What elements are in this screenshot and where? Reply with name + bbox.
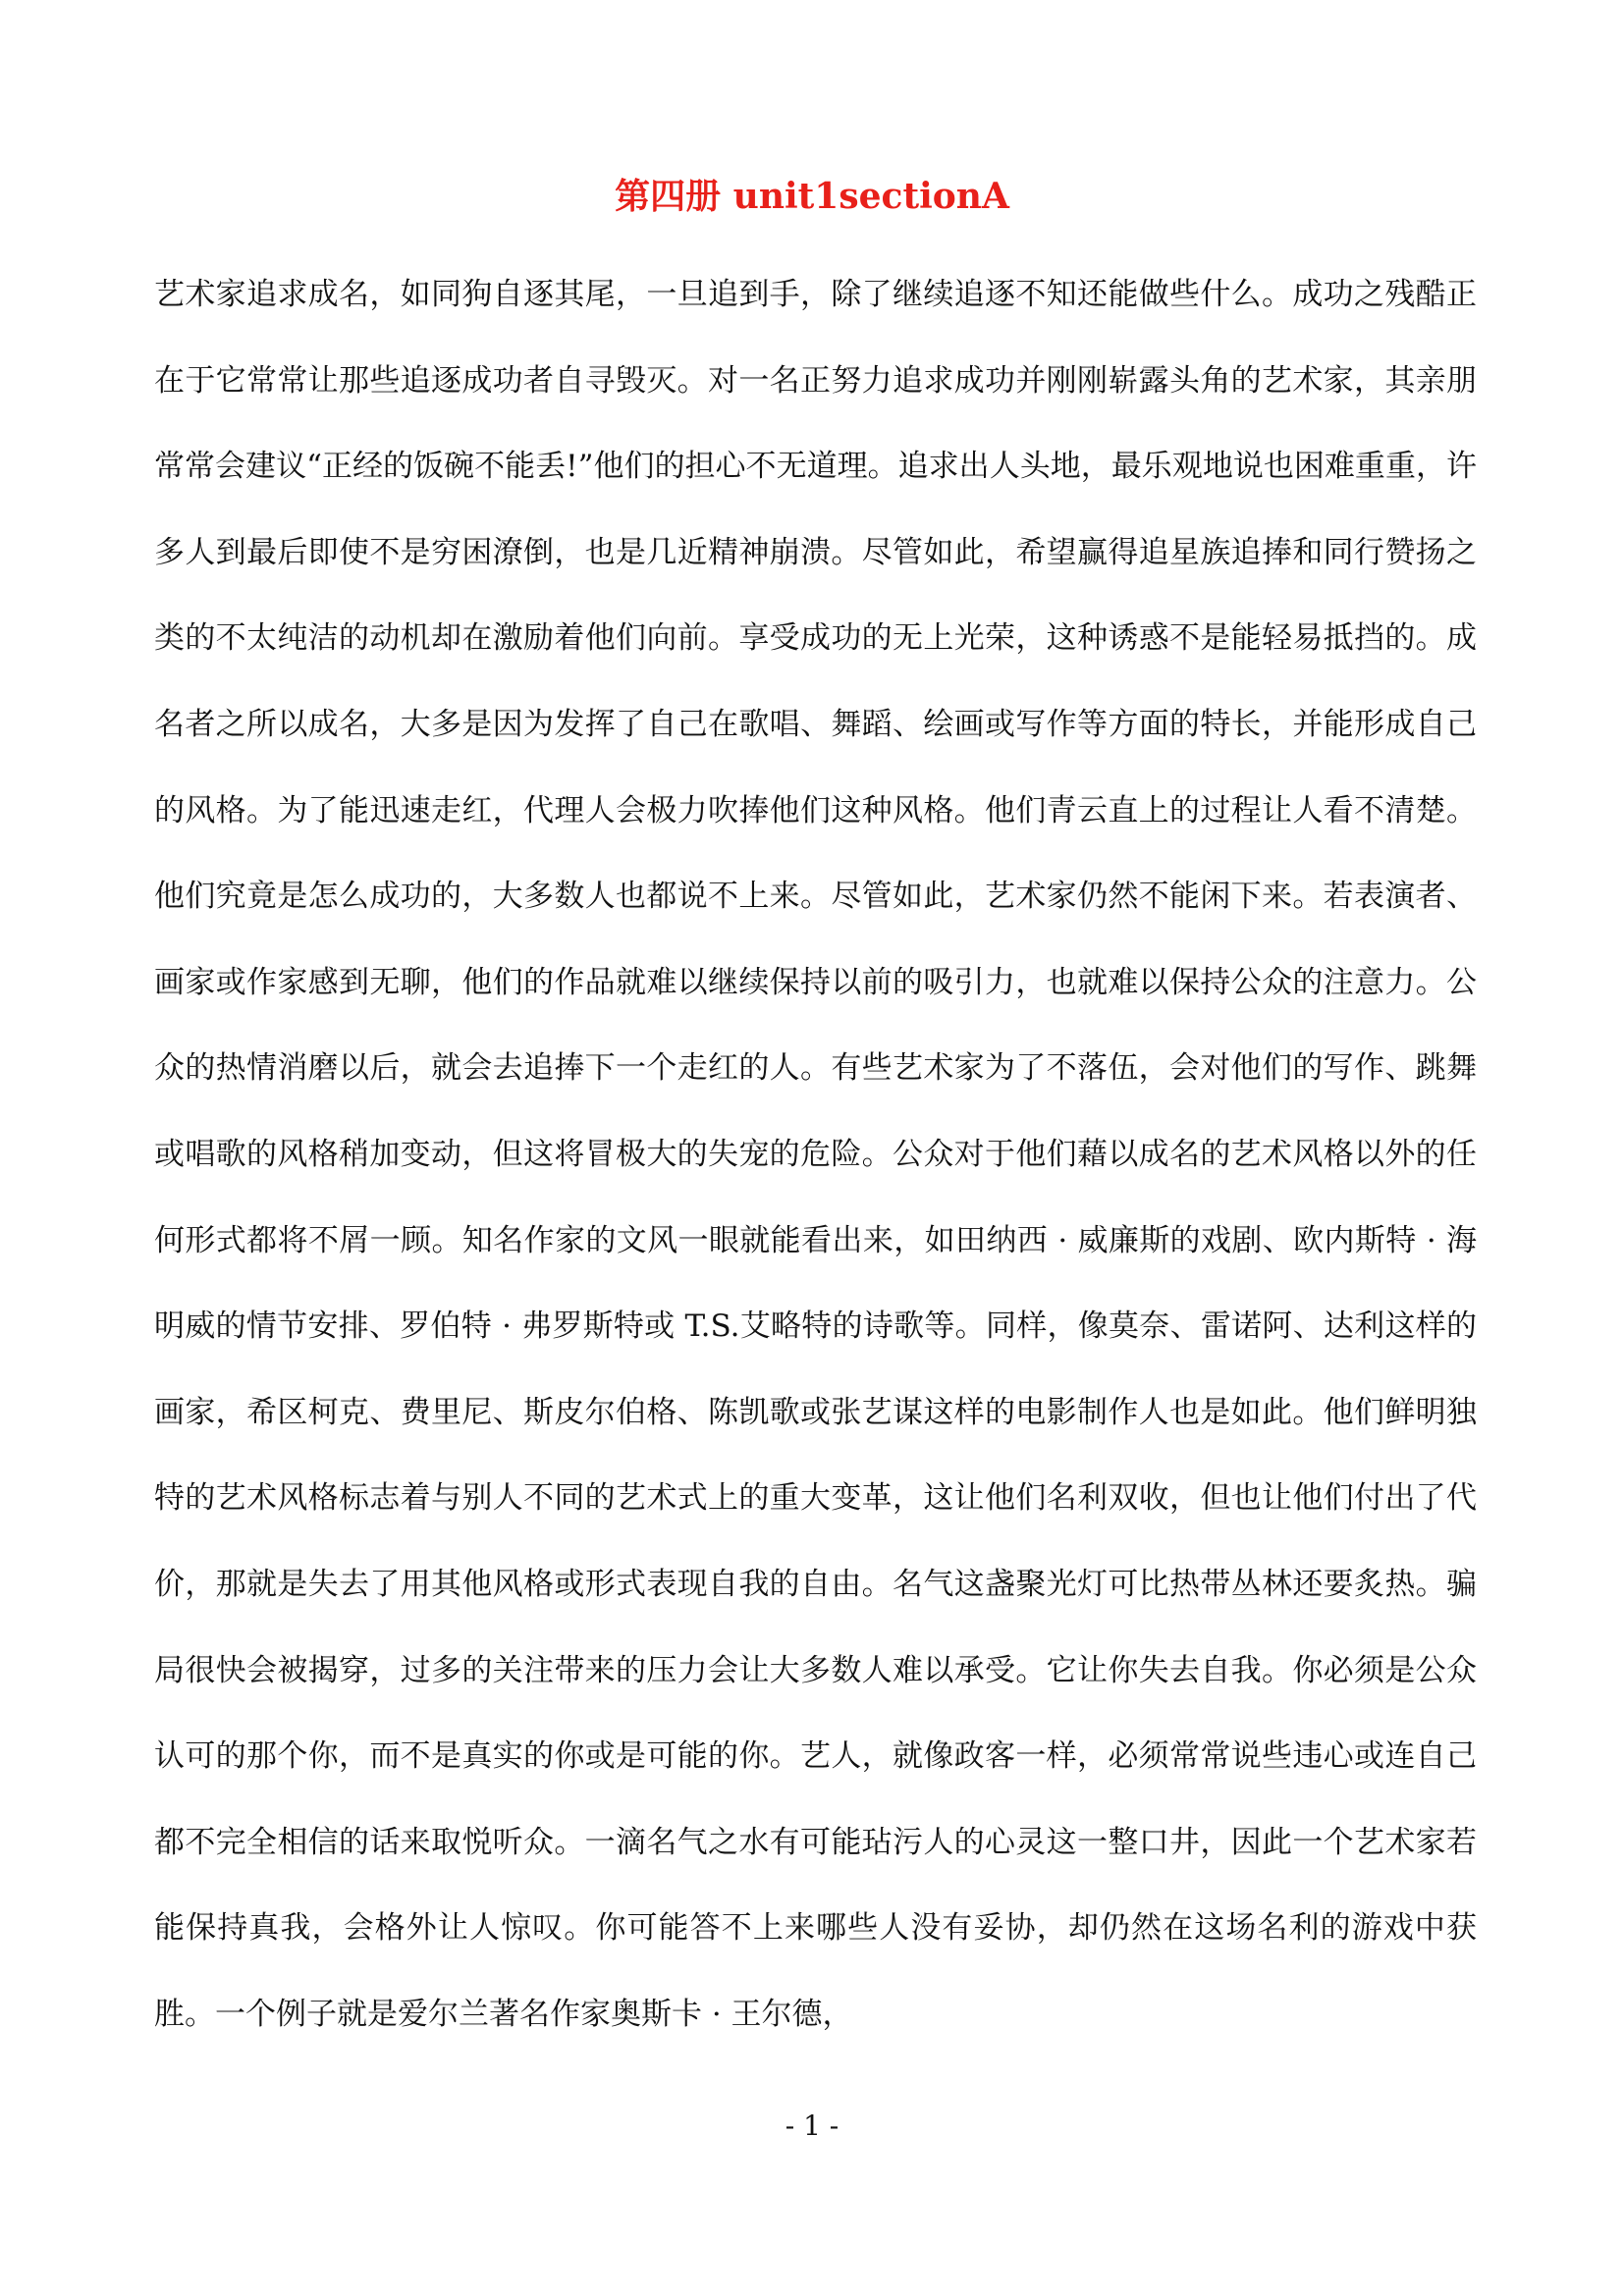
page-number: - 1 -: [785, 2109, 839, 2142]
document-title: 第四册 unit1sectionA: [615, 176, 1009, 217]
body-paragraph: 艺术家追求成名，如同狗自逐其尾，一旦追到手，除了继续追逐不知还能做些什么。成功之残酷正在于它常常让那些追逐成功者自寻毁灭。对一名正努力追求成功并刚刚崭露头角的艺术家，其亲朋常常会建议“正经的饭碗不能丢!”他们的担心不无道理。追求出人头地，最乐观地说也困难重重，许多人到最后即使不是穷困潦倒，也是几近精神崩溃。尽管如此，希望赢得追星族追捧和同行赞扬之类的不太纯洁的动机却在激励着他们向前。享受成功的无上光荣，这种诱惑不是能轻易抵挡的。成名者之所以成名，大多是因为发挥了自己在歌唱、舞蹈、绘画或写作等方面的特长，并能形成自己的风格。为了能迅速走红，代理人会极力吹捧他们这种风格。他们青云直上的过程让人看不清楚。他们究竟是怎么成功的，大多数人也都说不上来。尽管如此，艺术家仍然不能闲下来。若表演者、画家或作家感到无聊，他们的作品就难以继续保持以前的吸引力，也就难以保持公众的注意力。公众的热情消磨以后，就会去追捧下一个走红的人。有些艺术家为了不落伍，会对他们的写作、跳舞或唱歌的风格稍加变动，但这将冒极大的失宠的危险。公众对于他们藉以成名的艺术风格以外的任何形式都将不屑一顾。知名作家的文风一眼就能看出来，如田纳西 · 威廉斯的戏剧、欧内斯特 · 海明威的情节安排、罗伯特 · 弗罗斯特或 T.S.艾略特的诗歌等。同样，像莫奈、雷诺阿、达利这样的画家，希区柯克、费里尼、斯皮尔伯格、陈凯歌或张艺谋这样的电影制作人也是如此。他们鲜明独特的艺术风格标志着与别人不同的艺术式上的重大变革，这让他们名利双收，但也让他们付出了代价，那就是失去了用其他风格或形式表现自我的自由。名气这盏聚光灯可比热带丛林还要炙热。骗局很快会被揭穿，过多的关注带来的压力会让大多数人难以承受。它让你失去自我。你必须是公众认可的那个你，而不是真实的你或是可能的你。艺人，就像政客一样，必须常常说些违心或连自己都不完全相信的话来取悦听众。一滴名气之水有可能玷污人的心灵这一整口井，因此一个艺术家若能保持真我，会格外让人惊叹。你可能答不上来哪些人没有妥协，却仍然在这场名利的游戏中获胜。一个例子就是爱尔兰著名作家奥斯卡 · 王尔德，: [154, 277, 1477, 2032]
